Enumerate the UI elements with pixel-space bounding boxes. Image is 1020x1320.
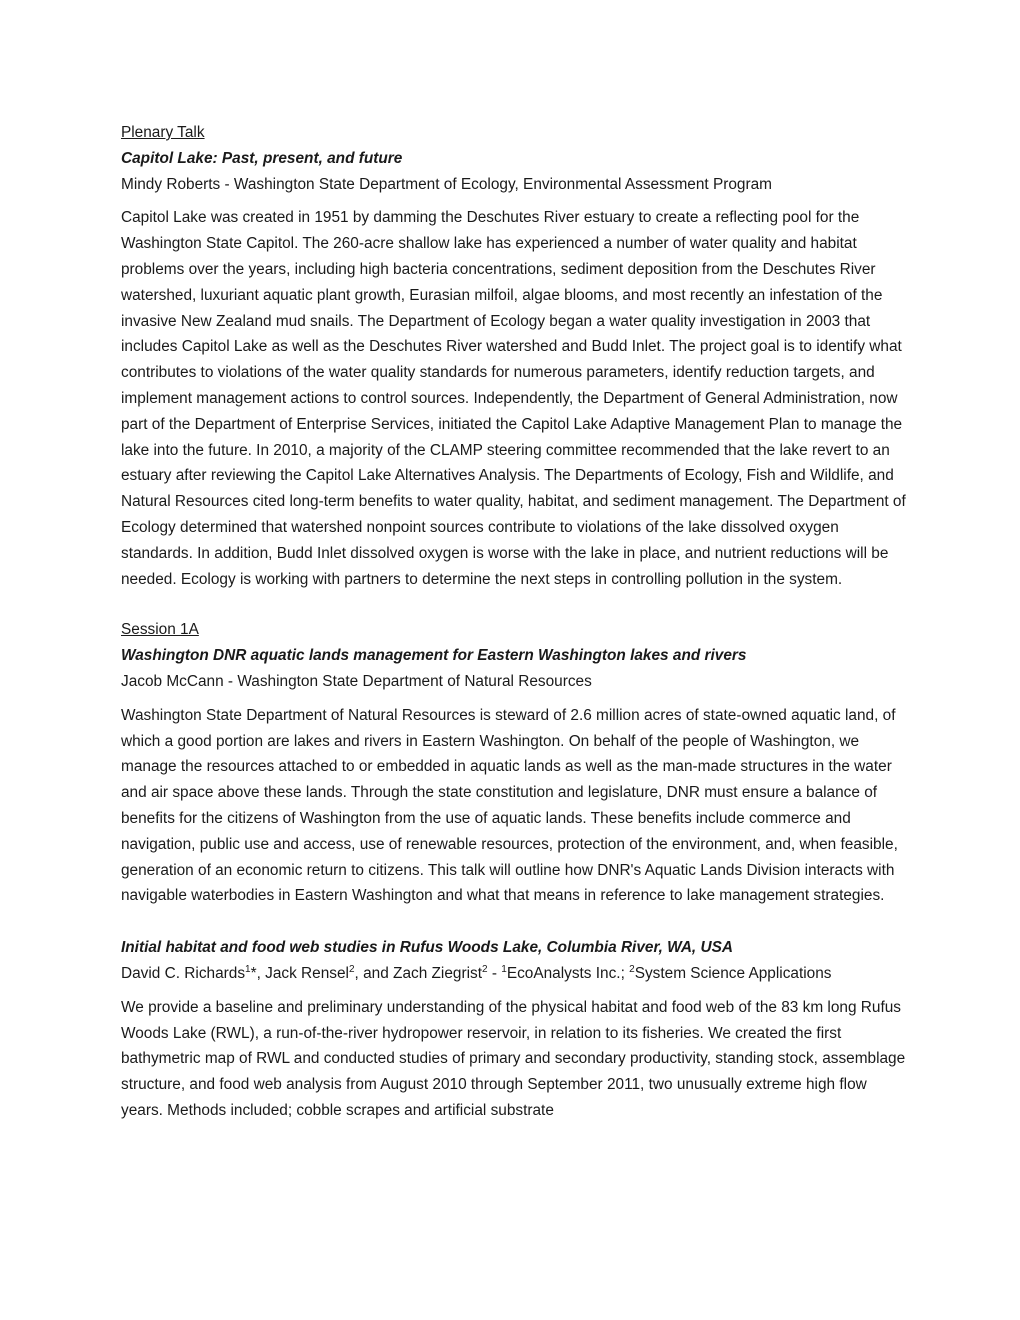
superscript: 2 (348, 963, 355, 975)
talk-authors-capitol-lake: Mindy Roberts - Washington State Department of Ecology, Environmental Assessment Program (121, 175, 772, 193)
affiliation: EcoAnalysts Inc.; (506, 964, 630, 982)
talk-title-dnr-aquatic-lands: Washington DNR aquatic lands management for Eastern Washington lakes and rivers (121, 647, 747, 665)
talk-abstract-capitol-lake: Capitol Lake was created in 1951 by damming the Deschutes River estuary to create a reflecting pool for the Washington State Capitol. The 260-acre shallow lake has experienced a number of water quality and habitat problems over the years, including high bacteria concentrations, sediment deposition from the Deschutes River watershed, luxuriant aquatic plant growth, Eurasian milfoil, algae blooms, and most recently an infestation of the invasive New Zealand mud snails. The Department of Ecology began a water quality investigation in 2003 that includes Capitol Lake as well as the Deschutes River watershed and Budd Inlet. The project goal is to identify what contributes to violations of the water quality standards for numerous parameters, identify reduction targets, and implement management actions to control sources. Independently, the Department of General Administration, now part of the Department of Enterprise Services, initiated the Capitol Lake Adaptive Management Plan to manage the lake into the future. In 2010, a majority of the CLAMP steering committee recommended that the lake revert to an estuary after reviewing the Capitol Lake Alternatives Analysis. The Departments of Ecology, Fish and Wildlife, and Natural Resources cited long-term benefits to water quality, habitat, and sediment management. The Department of Ecology determined that watershed nonpoint sources contribute to violations of the lake dissolved oxygen standards. In addition, Budd Inlet dissolved oxygen is worse with the lake in place, and nutrient reductions will be needed. Ecology is working with partners to determine the next steps in controlling pollution in the system. (121, 209, 906, 588)
author-name: , and Zach Ziegrist (354, 964, 482, 982)
document-page (121, 120, 911, 1124)
separator: - (487, 964, 502, 982)
talk-title-capitol-lake: Capitol Lake: Past, present, and future (121, 149, 403, 167)
author-name: *, Jack Rensel (250, 964, 349, 982)
talk-abstract-rufus-woods: We provide a baseline and preliminary understanding of the physical habitat and food web of the 83 km long Rufus Woods Lake (RWL), a run-of-the-river hydropower reservoir, in relation to its fisheries. We created the first bathymetric map of RWL and conducted studies of primary and secondary productivity, standing stock, assemblage structure, and food web analysis from August 2010 through September 2011, two unusually extreme high flow years. Methods included; cobble scrapes and artificial substrate (121, 998, 906, 1119)
section-label-session-1a: Session 1A (121, 621, 199, 639)
spacer (121, 909, 911, 935)
superscript: 2 (482, 963, 488, 975)
talk-authors-rufus-woods (121, 961, 911, 987)
superscript: 1 (245, 963, 251, 975)
talk-abstract-dnr-aquatic-lands: Washington State Department of Natural Resources is steward of 2.6 million acres of state-owned aquatic land, of which a good portion are lakes and rivers in Eastern Washington. On behalf of the people of Washington, we manage the resources attached to or embedded in aquatic lands as well as the man-made structures in the water and air space above these lands. Through the state constitution and legislature, DNR must ensure a balance of benefits for the citizens of Washington from the use of aquatic lands. These benefits include commerce and navigation, public use and access, use of renewable resources, protection of the environment, and, when feasible, generation of an economic return to citizens. This talk will outline how DNR's Aquatic Lands Division interacts with navigable waterbodies in Eastern Washington and what that means in reference to lake management strategies. (121, 706, 898, 905)
section-label-plenary: Plenary Talk (121, 124, 205, 141)
superscript: 1 (501, 963, 507, 975)
superscript: 2 (629, 963, 635, 975)
affiliation: System Science Applications (634, 964, 832, 982)
author-name: David C. Richards (121, 964, 246, 982)
talk-authors-dnr-aquatic-lands: Jacob McCann - Washington State Department of Natural Resources (121, 672, 592, 690)
talk-title-rufus-woods: Initial habitat and food web studies in Rufus Woods Lake, Columbia River, WA, USA (121, 939, 733, 957)
spacer (121, 592, 911, 617)
